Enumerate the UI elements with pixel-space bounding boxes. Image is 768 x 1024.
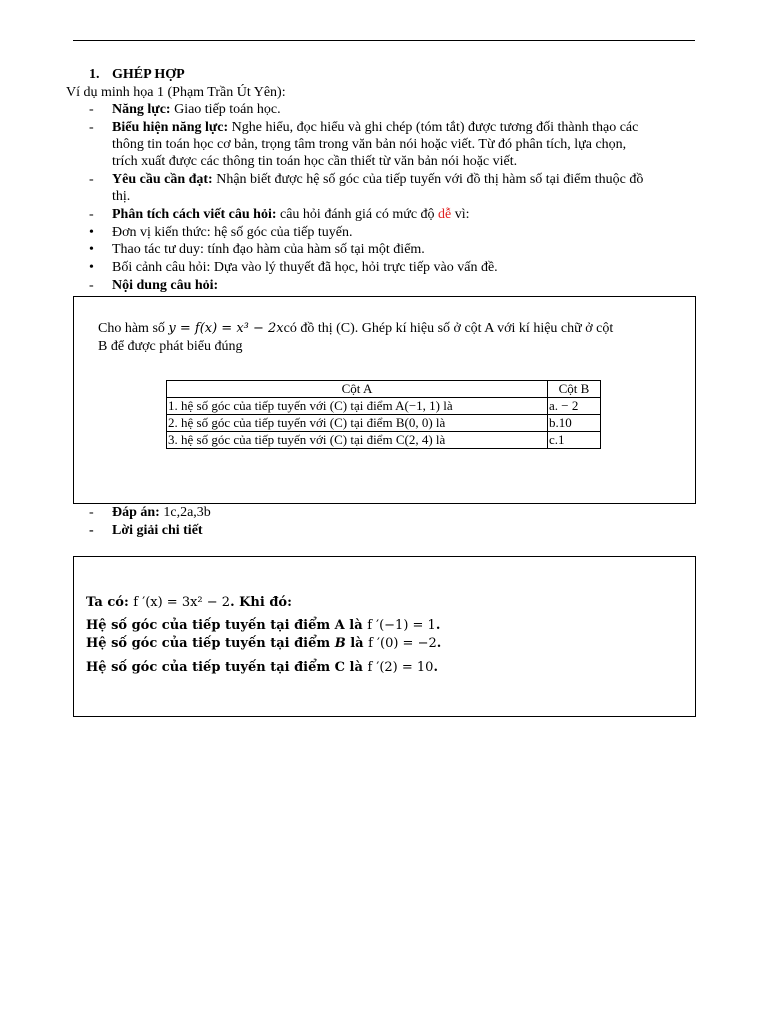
difficulty-level: dễ <box>438 207 452 222</box>
question-prefix: Cho hàm số <box>98 321 169 336</box>
bullet-dot: • <box>89 242 94 257</box>
solution-line1-suffix: . Khi đó: <box>230 595 292 610</box>
derivative-formula: f ′(x) = 3x² − 2 <box>133 595 231 610</box>
nang-luc-text: Giao tiếp toán học. <box>170 102 281 117</box>
bieu-hien-line2: thông tin toán học cơ bản, trọng tâm trong văn bản nói hoặc viết. Từ đó phân tích, lựa chọn, <box>112 137 627 152</box>
table-row <box>167 432 601 449</box>
cot-a-cell: 3. hệ số góc của tiếp tuyến với (C) tại điểm C(2, 4) là <box>167 432 548 449</box>
bullet-item: Bối cảnh câu hỏi: Dựa vào lý thuyết đã học, hỏi trực tiếp vào vấn đề. <box>112 260 498 275</box>
yeu-cau-line2: thị. <box>112 189 131 204</box>
bieu-hien-text1: Nghe hiểu, đọc hiểu và ghi chép (tóm tắt) được tương đối thành thạo các <box>228 120 639 135</box>
dash-bullet: - <box>89 278 94 293</box>
period: . <box>435 618 441 633</box>
phan-tich-tail: vì: <box>451 207 470 222</box>
solution-line4 <box>86 660 438 676</box>
answer-text: 1c,2a,3b <box>159 505 211 520</box>
solution-line3 <box>86 636 441 652</box>
question-line1 <box>98 320 613 337</box>
bieu-hien-label: Biểu hiện năng lực: <box>112 120 229 135</box>
solution-line3-prefix: Hệ số góc của tiếp tuyến tại điểm <box>86 636 335 651</box>
section-title: GHÉP HỢP <box>112 67 185 82</box>
answer-label: Đáp án: <box>112 505 160 520</box>
dash-bullet: - <box>89 172 94 187</box>
dash-bullet: - <box>89 505 94 520</box>
dash-bullet: - <box>89 102 94 117</box>
yeu-cau-line1 <box>112 171 702 188</box>
point-b: B <box>334 636 346 651</box>
nang-luc-label: Năng lực: <box>112 102 171 117</box>
period: . <box>436 636 442 651</box>
example-line: Ví dụ minh họa 1 (Phạm Trần Út Yên): <box>66 85 286 100</box>
solution-line1-prefix: Ta có: <box>86 595 134 610</box>
dash-bullet: - <box>89 207 94 222</box>
question-line2: B để được phát biểu đúng <box>98 339 243 354</box>
cot-b-cell: b.10 <box>548 415 601 432</box>
bullet-item: Thao tác tư duy: tính đạo hàm của hàm số tại một điểm. <box>112 242 425 257</box>
dash-bullet: - <box>89 120 94 135</box>
cot-a-cell: 1. hệ số góc của tiếp tuyến với (C) tại điểm A(−1, 1) là <box>167 398 548 415</box>
solution-line3-mid: là <box>345 636 369 651</box>
answer-item <box>112 504 702 521</box>
cot-b-cell: c.1 <box>548 432 601 449</box>
slope-b-formula: f ′(0) = −2 <box>368 636 437 651</box>
table-row <box>167 398 601 415</box>
noi-dung-label: Nội dung câu hỏi: <box>112 278 219 293</box>
matching-table <box>166 380 601 449</box>
cot-b-cell: a. − 2 <box>548 398 601 415</box>
section-number: 1. <box>89 67 100 82</box>
cot-a-cell: 2. hệ số góc của tiếp tuyến với (C) tại điểm B(0, 0) là <box>167 415 548 432</box>
question-formula: y = f(x) = x³ − 2x <box>168 321 284 336</box>
header-cot-a: Cột A <box>167 381 548 398</box>
bieu-hien-line3: trích xuất được các thông tin toán học cần thiết từ văn bản nói hoặc viết. <box>112 154 518 169</box>
solution-label: Lời giải chi tiết <box>112 523 203 538</box>
yeu-cau-label: Yêu cầu cần đạt: <box>112 172 213 187</box>
solution-line1 <box>86 595 292 611</box>
bullet-dot: • <box>89 225 94 240</box>
bullet-item: Đơn vị kiến thức: hệ số góc của tiếp tuyến. <box>112 225 353 240</box>
slope-c-formula: f ′(2) = 10 <box>367 660 434 675</box>
phan-tich-text: câu hỏi đánh giá có mức độ <box>276 207 439 222</box>
phan-tich-item <box>112 206 702 223</box>
period: . <box>433 660 438 675</box>
header-rule <box>73 40 695 41</box>
solution-line2 <box>86 618 440 634</box>
bullet-dot: • <box>89 260 94 275</box>
nang-luc-item <box>112 101 702 118</box>
table-row <box>167 415 601 432</box>
solution-line4-prefix: Hệ số góc của tiếp tuyến tại điểm C là <box>86 660 368 675</box>
yeu-cau-text1: Nhận biết được hệ số góc của tiếp tuyến với đồ thị hàm số tại điểm thuộc đồ <box>212 172 644 187</box>
question-line1-rest: có đồ thị (C). Ghép kí hiệu số ở cột A với kí hiệu chữ ở cột <box>283 321 614 336</box>
phan-tich-label: Phân tích cách viết câu hỏi: <box>112 207 277 222</box>
bieu-hien-line1 <box>112 119 702 136</box>
solution-line2-prefix: Hệ số góc của tiếp tuyến tại điểm A là <box>86 618 368 633</box>
table-header-row <box>167 381 601 398</box>
header-cot-b: Cột B <box>548 381 601 398</box>
slope-a-formula: f ′(−1) = 1 <box>367 618 436 633</box>
dash-bullet: - <box>89 523 94 538</box>
